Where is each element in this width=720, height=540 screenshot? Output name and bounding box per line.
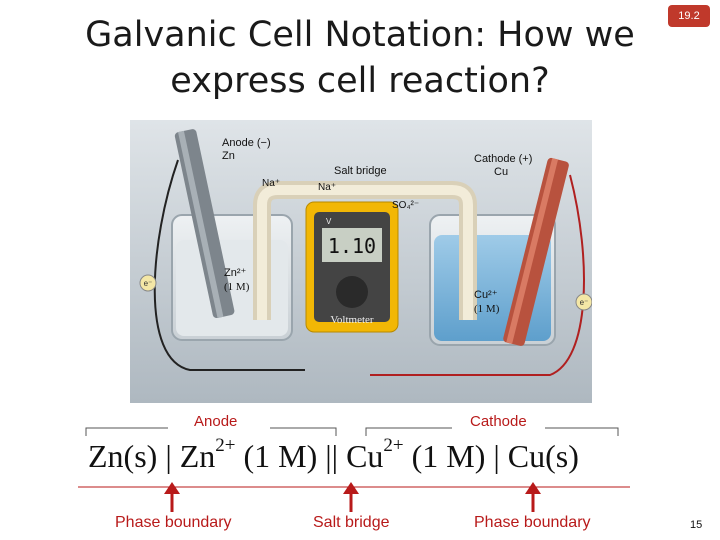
zn-ion-label: Zn²⁺ [224, 267, 247, 279]
phase-separator-right: | [493, 438, 500, 474]
cathode-label: Cathode (+) [474, 153, 533, 165]
zinc-ion: $Zn^{2+}$ [179, 435, 236, 474]
cathode-bracket-label: Cathode [470, 413, 527, 430]
title-line-1: Galvanic Cell Notation: How we [85, 15, 635, 55]
anode-bracket [86, 428, 336, 436]
voltmeter-reading: 1.10 [327, 234, 377, 258]
na-ion-1: Na⁺ [262, 178, 281, 189]
salt-bridge-symbol: || [325, 438, 339, 474]
voltmeter-unit: V [326, 217, 332, 226]
cu-concentration: (1 M) [474, 303, 500, 315]
cathode-metal: Cu [494, 166, 509, 178]
electron-left: e⁻ [143, 279, 153, 288]
cell-notation [88, 435, 579, 475]
cu-ion-label: Cu²⁺ [474, 289, 498, 301]
sulfate-ion: SO₄²⁻ [392, 200, 420, 211]
copper-solid: Cu(s) [507, 438, 579, 474]
na-ion-2: Na⁺ [318, 182, 337, 193]
phase-boundary-left-label: Phase boundary [115, 514, 232, 531]
zinc-concentration: (1 M) [243, 438, 318, 474]
voltmeter-label: Voltmeter [330, 314, 374, 326]
anode-bracket-label: Anode [194, 413, 238, 430]
salt-bridge-label: Salt bridge [334, 165, 387, 177]
salt-bridge-caption: Salt bridge [313, 514, 390, 531]
copper-concentration: (1 M) [411, 438, 486, 474]
phase-separator-left: | [165, 438, 172, 474]
anode-label: Anode (−) [222, 137, 271, 149]
anode-metal: Zn [222, 150, 235, 162]
electron-right: e⁻ [579, 298, 589, 307]
section-badge: 19.2 [668, 5, 710, 27]
copper-ion: $Cu^{2+}$ [346, 435, 404, 474]
phase-boundary-right-label: Phase boundary [474, 514, 591, 531]
title-line-2: express cell reaction? [170, 61, 550, 101]
page-number: 15 [690, 519, 703, 531]
zn-concentration: (1 M) [224, 281, 250, 293]
zinc-solid: Zn(s) [88, 438, 158, 474]
